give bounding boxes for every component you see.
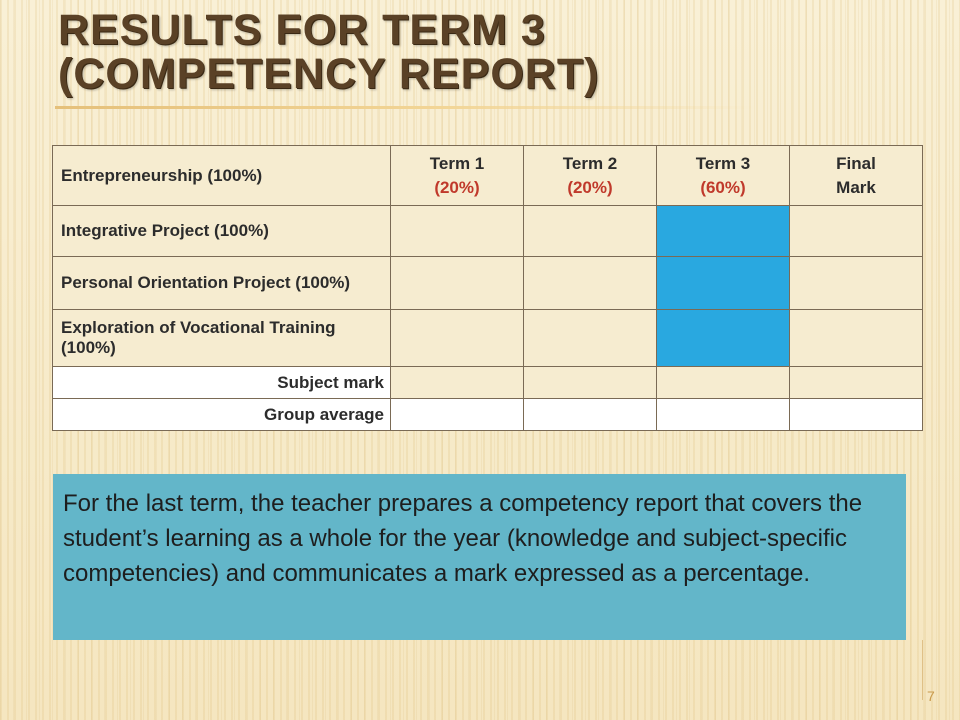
term1-name: Term 1 xyxy=(429,153,485,173)
term2-name: Term 2 xyxy=(562,153,618,173)
cell-term1 xyxy=(391,367,524,399)
cell-term2 xyxy=(524,367,657,399)
subject-header: Entrepreneurship (100%) xyxy=(53,146,391,206)
final-mark-line2: Mark xyxy=(836,177,876,197)
table-row xyxy=(53,367,923,399)
page-number: 7 xyxy=(927,688,935,704)
table-row xyxy=(53,310,923,367)
slide-title-line2: (COMPETENCY REPORT) xyxy=(58,50,600,98)
final-mark-line1: Final xyxy=(836,153,876,173)
page-number-divider xyxy=(922,640,923,700)
term1-weight: (20%) xyxy=(434,177,480,197)
term2-weight: (20%) xyxy=(567,177,613,197)
cell-term3-highlight xyxy=(657,257,790,310)
term2-header xyxy=(524,146,657,206)
row-label-integrative-project: Integrative Project (100%) xyxy=(53,206,391,257)
cell-term1 xyxy=(391,206,524,257)
row-label-exploration-vocational-training: Exploration of Vocational Training (100%) xyxy=(53,310,391,367)
cell-term1 xyxy=(391,310,524,367)
results-table xyxy=(52,145,923,431)
slide-title-line1: RESULTS FOR TERM 3 xyxy=(58,6,546,54)
cell-final-mark xyxy=(790,257,923,310)
cell-term3 xyxy=(657,367,790,399)
term3-header xyxy=(657,146,790,206)
row-label-personal-orientation-project: Personal Orientation Project (100%) xyxy=(53,257,391,310)
cell-term2 xyxy=(524,257,657,310)
row-label-subject-mark: Subject mark xyxy=(53,367,391,399)
cell-final-mark xyxy=(790,367,923,399)
cell-final-mark xyxy=(790,310,923,367)
cell-term2 xyxy=(524,310,657,367)
table-header-row xyxy=(53,146,923,206)
title-underline xyxy=(55,106,755,109)
cell-final-mark xyxy=(790,206,923,257)
cell-term3-highlight xyxy=(657,310,790,367)
term3-weight: (60%) xyxy=(700,177,746,197)
explanation-box xyxy=(53,474,906,640)
term1-header xyxy=(391,146,524,206)
cell-final-mark xyxy=(790,399,923,431)
cell-term3 xyxy=(657,399,790,431)
row-label-group-average: Group average xyxy=(53,399,391,431)
cell-term3-highlight xyxy=(657,206,790,257)
table-row xyxy=(53,206,923,257)
explanation-text: For the last term, the teacher prepares a competency report that covers the student’s learning as a whole for the year (knowledge and subject-specific competencies) and communicates a mark expressed as a percentage. xyxy=(63,490,863,587)
cell-term2 xyxy=(524,399,657,431)
slide-title xyxy=(58,8,938,96)
final-mark-header xyxy=(790,146,923,206)
table-row xyxy=(53,257,923,310)
term3-name: Term 3 xyxy=(695,153,751,173)
cell-term2 xyxy=(524,206,657,257)
cell-term1 xyxy=(391,257,524,310)
table-row xyxy=(53,399,923,431)
cell-term1 xyxy=(391,399,524,431)
